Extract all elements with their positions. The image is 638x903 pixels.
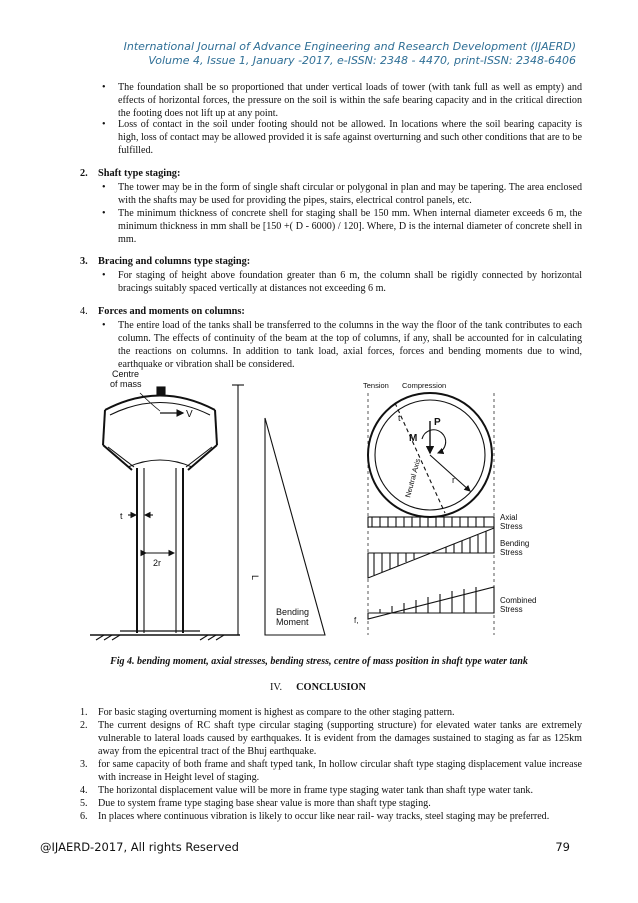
list-item-text: The horizontal displacement value will be more in frame type staging water tank than shaft type water tank. (98, 785, 534, 796)
section-number: 4. (80, 306, 88, 317)
section-title: Bracing and columns type staging: (98, 256, 251, 267)
l-label: L (250, 575, 260, 581)
list-item: 1. For basic staging overturning moment is highest as compare to the other staging pattern. (80, 706, 582, 719)
section-heading (80, 306, 245, 317)
list-item-text: In places where continuous vibration is likely to occur like near rail- way tracks, steel staging may be preferred. (98, 811, 550, 822)
bending-stress-diagram (368, 528, 494, 578)
section-heading (80, 168, 180, 179)
list-item: 4. The horizontal displacement value will be more in frame type staging water tank than shaft type water tank. (80, 784, 582, 797)
axial-stress-label: Axial (500, 513, 518, 522)
copyright-footer: @IJAERD-2017, All rights Reserved (40, 840, 239, 854)
combined-stress-diagram (368, 587, 494, 619)
moment-arrow (422, 430, 446, 453)
neutral-axis-label: Neutral Axis (403, 457, 423, 499)
journal-title: International Journal of Advance Engineering and Research Development (IJAERD) (123, 40, 576, 53)
section-title: Forces and moments on columns: (98, 306, 245, 317)
p-label: P (434, 417, 441, 428)
radius-line (430, 455, 470, 491)
bending-moment-diagram (265, 418, 325, 635)
centre-of-mass-label: of mass (110, 379, 142, 389)
conclusion-heading (270, 682, 366, 693)
r-label: r (452, 475, 455, 485)
bullet-item: • The foundation shall be so proportioned that under vertical loads of tower (with tank full as well as empty) and effects of horizontal forces, the pressure on the soil is within the safe bearing capacity and in the critical direction the footing does not lift up at any point. (118, 81, 582, 120)
section-numeral: IV. (270, 682, 283, 693)
bending-moment-label: Bending (276, 607, 310, 617)
bullet-item: • The tower may be in the form of single shaft circular or polygonal in plan and may be tapering. The area enclosed with the shafts may be used for providing the pipes, stairs, electrical control panels, etc. (118, 181, 582, 207)
section-number: 3. (80, 256, 88, 267)
bending-stress-label: Bending (500, 539, 530, 548)
bending-moment-label: Moment (276, 617, 309, 627)
list-item: 3. for same capacity of both frame and shaft typed tank, In hollow circular shaft type staging displacement value increase with increase in Height level of staging. (80, 759, 582, 784)
combined-stress-label: Stress (500, 605, 523, 614)
tension-label: Tension (363, 381, 389, 390)
list-item-text: Due to system frame type staging base shear value is more than shaft type staging. (98, 798, 431, 809)
two-r-label: 2r (153, 558, 162, 568)
list-item: 2. The current designs of RC shaft type circular staging (supporting structure) for elevated water tanks are extremely vulnerable to lateral loads caused by earthquakes. It is evident from the damages sustained to staging as far as 125km away from the epicentral tract of the Bhuj earthquake. (80, 720, 582, 758)
centre-of-mass-label: Centre (112, 369, 140, 379)
bullet-item: • The entire load of the tanks shall be transferred to the columns in the way the floor of the tank contributes to each column. The effects of continuity of the beam at the top of columns, if any, shall be accounted for in calculating the reactions on columns. In addition to tank load, axial forces, forces and bending moments due to wind, earthquake or vibration shall be considered. (118, 319, 582, 371)
list-item: 6. In places where continuous vibration is likely to occur like near rail- way tracks, steel staging may be preferred. (80, 810, 582, 823)
combined-stress-label: Combined (500, 596, 537, 605)
t-circle-label: t (398, 413, 401, 423)
m-label: M (409, 433, 418, 444)
ground-line (90, 631, 240, 640)
tank-outline (103, 387, 217, 470)
section-number: 2. (80, 168, 88, 179)
list-item: 5. Due to system frame type staging base shear value is more than shaft type staging. (80, 797, 582, 810)
t-label: t (120, 511, 123, 521)
shaft-walls (137, 468, 183, 633)
page-number: 79 (555, 840, 570, 854)
list-item-text: The current designs of RC shaft type circular staging (supporting structure) for elevated water tanks are extremely vulnerable to lateral loads caused by earthquakes. It is evident from the damages sustained to staging as far as 125km away from the epicentral tract of the Bhuj earthquake. (98, 720, 582, 758)
section-heading (80, 256, 250, 267)
f-label: f, (354, 616, 359, 625)
axial-stress-label: Stress (500, 522, 523, 531)
list-item-text: for same capacity of both frame and shaft typed tank, In hollow circular shaft type staging displacement value increase with increase in Height level of staging. (98, 759, 582, 784)
journal-volume-info: Volume 4, Issue 1, January -2017, e-ISSN: 2348 - 4470, print-ISSN: 2348-6406 (148, 54, 576, 67)
bullet-item: • Loss of contact in the soil under footing should not be allowed. In locations where the soil bearing capacity is high, loss of contact may be allowed provided it is safe against overturning and such other conditions that are to be fulfilled. (118, 118, 582, 157)
compression-label: Compression (402, 381, 447, 390)
shaft-water-tank-figure (0, 363, 638, 653)
v-label: V (186, 409, 193, 420)
bullet-item: • The minimum thickness of concrete shell for staging shall be 150 mm. When internal diameter exceeds 6 m, the minimum thickness in mm shall be [150 +( D - 6000) / 120]. Where, D is the internal diameter of concrete shell in mm. (118, 207, 582, 246)
list-item-text: For basic staging overturning moment is highest as compare to the other staging pattern. (98, 707, 455, 718)
conclusion-title: CONCLUSION (296, 682, 366, 693)
section-title: Shaft type staging: (98, 168, 181, 179)
figure-caption: Fig 4. bending moment, axial stresses, bending stress, centre of mass position in shaft type water tank (110, 656, 528, 667)
bending-stress-label: Stress (500, 548, 523, 557)
bullet-item: • For staging of height above foundation greater than 6 m, the column shall be rigidly connected by horizontal bracings suitably spaced vertically at distances not exceeding 6 m. (118, 269, 582, 295)
axial-stress-diagram (368, 517, 494, 527)
